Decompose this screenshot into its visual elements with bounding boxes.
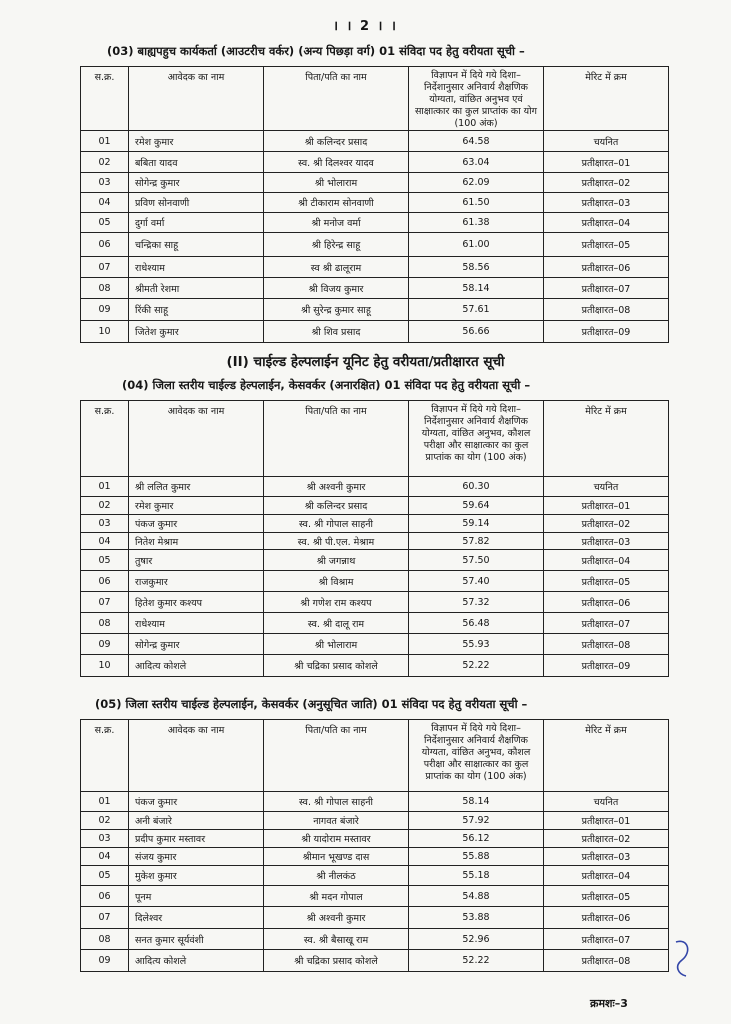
father-husband-name-cell: स्व. श्री पी.एल. मेश्राम [264, 533, 409, 550]
father-husband-name-cell: श्री अश्वनी कुमार [264, 907, 409, 929]
merit-order-header: मेरिट में क्रम [544, 720, 669, 792]
father-husband-name-header: पिता/पति का नाम [264, 720, 409, 792]
sr-no-cell: 03 [81, 173, 129, 193]
sr-no-cell: 02 [81, 812, 129, 830]
father-husband-name-cell: स्व श्री ढालूराम [264, 257, 409, 278]
sr-no-cell: 04 [81, 193, 129, 213]
merit-order-cell: प्रतीक्षारत–05 [544, 233, 669, 257]
marks-cell: 57.32 [409, 592, 544, 613]
table-row [81, 830, 669, 848]
merit-order-cell: प्रतीक्षारत–03 [544, 848, 669, 866]
sr-no-cell: 04 [81, 533, 129, 550]
father-husband-name-header: पिता/पति का नाम [264, 401, 409, 477]
merit-order-cell: प्रतीक्षारत–08 [544, 950, 669, 972]
merit-order-cell: प्रतीक्षारत–07 [544, 278, 669, 299]
marks-cell: 54.88 [409, 886, 544, 907]
father-husband-name-cell: श्री चद्रिका प्रसाद कोशले [264, 655, 409, 677]
table-row [81, 477, 669, 497]
pen-mark-icon [670, 938, 694, 978]
applicant-name-cell: मुकेश कुमार [129, 866, 264, 886]
applicant-name-cell: राधेश्याम [129, 257, 264, 278]
sr-no-cell: 06 [81, 571, 129, 592]
marks-cell: 52.96 [409, 929, 544, 950]
merit-order-cell: प्रतीक्षारत–04 [544, 213, 669, 233]
applicant-name-cell: राधेश्याम [129, 613, 264, 634]
father-husband-name-cell: श्री जगन्नाथ [264, 550, 409, 571]
father-husband-name-cell: नागवत बंजारे [264, 812, 409, 830]
table-row [81, 907, 669, 929]
table-row [81, 233, 669, 257]
marks-cell: 61.38 [409, 213, 544, 233]
sr-no-cell: 08 [81, 929, 129, 950]
sr-no-cell: 09 [81, 299, 129, 321]
marks-cell: 55.18 [409, 866, 544, 886]
sr-no-cell: 07 [81, 592, 129, 613]
sr-no-cell: 09 [81, 634, 129, 655]
section3-table [80, 66, 669, 343]
applicant-name-cell: पंकज कुमार [129, 515, 264, 533]
table-row [81, 550, 669, 571]
sr-no-cell: 02 [81, 497, 129, 515]
table-row [81, 321, 669, 343]
applicant-name-cell: हितेश कुमार कश्यप [129, 592, 264, 613]
section5-title: (05) जिला स्तरीय चाईल्ड हेल्पलाईन, केसवर्कर (अनुसूचित जाति) 01 संविदा पद हेतु वरीयता सूची – [95, 697, 528, 711]
merit-order-cell: चयनित [544, 477, 669, 497]
father-husband-name-cell: श्री कलिन्दर प्रसाद [264, 131, 409, 152]
applicant-name-cell: आदित्य कोशले [129, 950, 264, 972]
merit-order-header: मेरिट में क्रम [544, 67, 669, 131]
table-row [81, 571, 669, 592]
table-row [81, 533, 669, 550]
total-marks-header: विज्ञापन में दिये गये दिशा–निर्देशानुसार अनिवार्य शैक्षणिक योग्यता, वांछित अनुभव, कौशल परीक्षा और साक्षात्कार का कुल प्राप्तांक का योग (100 अंक) [409, 401, 544, 477]
merit-order-cell: प्रतीक्षारत–01 [544, 152, 669, 173]
table-row [81, 213, 669, 233]
sr-no-cell: 06 [81, 886, 129, 907]
merit-order-cell: प्रतीक्षारत–02 [544, 830, 669, 848]
applicant-name-cell: अनी बंजारे [129, 812, 264, 830]
merit-order-cell: प्रतीक्षारत–01 [544, 812, 669, 830]
table-row [81, 152, 669, 173]
sr-no-header: स.क्र. [81, 401, 129, 477]
applicant-name-cell: श्रीमती रेशमा [129, 278, 264, 299]
marks-cell: 57.92 [409, 812, 544, 830]
marks-cell: 61.00 [409, 233, 544, 257]
applicant-name-cell: सोगेन्द्र कुमार [129, 634, 264, 655]
merit-order-cell: प्रतीक्षारत–09 [544, 321, 669, 343]
applicant-name-cell: चन्द्रिका साहू [129, 233, 264, 257]
applicant-name-cell: रमेश कुमार [129, 131, 264, 152]
father-husband-name-cell: श्री नीलकंठ [264, 866, 409, 886]
sr-no-cell: 09 [81, 950, 129, 972]
marks-cell: 53.88 [409, 907, 544, 929]
applicant-name-header: आवेदक का नाम [129, 67, 264, 131]
applicant-name-cell: नितेश मेश्राम [129, 533, 264, 550]
applicant-name-cell: तुषार [129, 550, 264, 571]
merit-order-cell: प्रतीक्षारत–08 [544, 299, 669, 321]
section4-table [80, 400, 669, 677]
father-husband-name-cell: श्री मदन गोपाल [264, 886, 409, 907]
father-husband-name-cell: स्व. श्री दालू राम [264, 613, 409, 634]
father-husband-name-cell: श्री शिव प्रसाद [264, 321, 409, 343]
total-marks-header: विज्ञापन में दिये गये दिशा–निर्देशानुसार अनिवार्य शैक्षणिक योग्यता, वांछित अनुभव, कौशल परीक्षा और साक्षात्कार का कुल प्राप्तांक का योग (100 अंक) [409, 720, 544, 792]
merit-order-cell: प्रतीक्षारत–05 [544, 886, 669, 907]
table-row [81, 299, 669, 321]
applicant-name-cell: पूनम [129, 886, 264, 907]
merit-order-cell: प्रतीक्षारत–08 [544, 634, 669, 655]
applicant-name-cell: रमेश कुमार [129, 497, 264, 515]
sr-no-cell: 07 [81, 907, 129, 929]
merit-order-cell: चयनित [544, 792, 669, 812]
marks-cell: 52.22 [409, 950, 544, 972]
father-husband-name-cell: श्री यादोराम मस्तावर [264, 830, 409, 848]
sr-no-cell: 01 [81, 792, 129, 812]
sr-no-cell: 08 [81, 613, 129, 634]
marks-cell: 62.09 [409, 173, 544, 193]
sr-no-cell: 01 [81, 131, 129, 152]
father-husband-name-cell: श्री मनोज वर्मा [264, 213, 409, 233]
applicant-name-cell: प्रदीप कुमार मस्तावर [129, 830, 264, 848]
total-marks-header: विज्ञापन में दिये गये दिशा–निर्देशानुसार अनिवार्य शैक्षणिक योग्यता, वांछित अनुभव एवं साक्षात्कार का कुल प्राप्तांक का योग (100 अंक) [409, 67, 544, 131]
merit-order-cell: प्रतीक्षारत–02 [544, 173, 669, 193]
merit-order-cell: प्रतीक्षारत–07 [544, 929, 669, 950]
table-header-row [81, 67, 669, 131]
applicant-name-cell: जितेश कुमार [129, 321, 264, 343]
merit-order-cell: प्रतीक्षारत–04 [544, 866, 669, 886]
merit-order-cell: प्रतीक्षारत–06 [544, 592, 669, 613]
merit-order-cell: प्रतीक्षारत–07 [544, 613, 669, 634]
table-header-row [81, 720, 669, 792]
applicant-name-cell: सोगेन्द्र कुमार [129, 173, 264, 193]
father-husband-name-cell: श्री चद्रिका प्रसाद कोशले [264, 950, 409, 972]
applicant-name-cell: श्री ललित कुमार [129, 477, 264, 497]
applicant-name-cell: राजकुमार [129, 571, 264, 592]
merit-order-cell: प्रतीक्षारत–03 [544, 193, 669, 213]
father-husband-name-cell: स्व. श्री गोपाल साहनी [264, 792, 409, 812]
sr-no-cell: 10 [81, 655, 129, 677]
table-row [81, 886, 669, 907]
continued-note: क्रमशः–3 [590, 997, 628, 1010]
sr-no-cell: 02 [81, 152, 129, 173]
marks-cell: 64.58 [409, 131, 544, 152]
section5-table [80, 719, 669, 972]
table-row [81, 848, 669, 866]
merit-order-cell: प्रतीक्षारत–05 [544, 571, 669, 592]
father-husband-name-cell: श्री टीकाराम सोनवाणी [264, 193, 409, 213]
applicant-name-cell: पंकज कुमार [129, 792, 264, 812]
marks-cell: 57.82 [409, 533, 544, 550]
father-husband-name-cell: श्री भोलाराम [264, 634, 409, 655]
father-husband-name-cell: स्व. श्री गोपाल साहनी [264, 515, 409, 533]
marks-cell: 59.64 [409, 497, 544, 515]
section3-title: (03) बाह्यपहुच कार्यकर्ता (आउटरीच वर्कर) (अन्य पिछड़ा वर्ग) 01 संविदा पद हेतु वरीयता सूची – [107, 44, 525, 58]
marks-cell: 60.30 [409, 477, 544, 497]
sr-no-cell: 07 [81, 257, 129, 278]
table-header-row [81, 401, 669, 477]
sr-no-cell: 05 [81, 550, 129, 571]
merit-order-cell: प्रतीक्षारत–06 [544, 907, 669, 929]
father-husband-name-cell: श्री गणेश राम कश्यप [264, 592, 409, 613]
table-row [81, 515, 669, 533]
marks-cell: 58.56 [409, 257, 544, 278]
table-row [81, 655, 669, 677]
table-row [81, 173, 669, 193]
table-row [81, 634, 669, 655]
table-row [81, 929, 669, 950]
merit-order-cell: चयनित [544, 131, 669, 152]
merit-order-cell: प्रतीक्षारत–03 [544, 533, 669, 550]
applicant-name-header: आवेदक का नाम [129, 401, 264, 477]
sr-no-cell: 10 [81, 321, 129, 343]
applicant-name-cell: आदित्य कोशले [129, 655, 264, 677]
section4-title: (04) जिला स्तरीय चाईल्ड हेल्पलाईन, केसवर्कर (अनारक्षित) 01 संविदा पद हेतु वरीयता सूची – [122, 378, 531, 392]
marks-cell: 55.88 [409, 848, 544, 866]
section2-heading: (II) चाईल्ड हेल्पलाईन यूनिट हेतु वरीयता/प्रतीक्षारत सूची [226, 354, 505, 370]
merit-order-cell: प्रतीक्षारत–04 [544, 550, 669, 571]
father-husband-name-cell: श्रीमान भूखण्ड दास [264, 848, 409, 866]
marks-cell: 56.66 [409, 321, 544, 343]
marks-cell: 58.14 [409, 278, 544, 299]
sr-no-cell: 04 [81, 848, 129, 866]
father-husband-name-cell: श्री सुरेन्द्र कुमार साहू [264, 299, 409, 321]
merit-order-cell: प्रतीक्षारत–01 [544, 497, 669, 515]
father-husband-name-cell: स्व. श्री दिलश्वर यादव [264, 152, 409, 173]
merit-order-cell: प्रतीक्षारत–09 [544, 655, 669, 677]
father-husband-name-header: पिता/पति का नाम [264, 67, 409, 131]
sr-no-cell: 03 [81, 830, 129, 848]
sr-no-header: स.क्र. [81, 720, 129, 792]
table-row [81, 497, 669, 515]
table-row [81, 257, 669, 278]
applicant-name-cell: बबिता यादव [129, 152, 264, 173]
table-row [81, 592, 669, 613]
merit-order-cell: प्रतीक्षारत–06 [544, 257, 669, 278]
applicant-name-cell: दिलेश्वर [129, 907, 264, 929]
applicant-name-cell: प्रविण सोनवाणी [129, 193, 264, 213]
marks-cell: 55.93 [409, 634, 544, 655]
applicant-name-cell: रिंकी साहू [129, 299, 264, 321]
marks-cell: 57.40 [409, 571, 544, 592]
father-husband-name-cell: श्री विजय कुमार [264, 278, 409, 299]
marks-cell: 52.22 [409, 655, 544, 677]
table-row [81, 193, 669, 213]
table-row [81, 278, 669, 299]
applicant-name-cell: सनत कुमार सूर्यवंशी [129, 929, 264, 950]
marks-cell: 57.61 [409, 299, 544, 321]
father-husband-name-cell: श्री हिरेन्द्र साहू [264, 233, 409, 257]
father-husband-name-cell: श्री विश्राम [264, 571, 409, 592]
sr-no-cell: 03 [81, 515, 129, 533]
sr-no-cell: 05 [81, 866, 129, 886]
table-row [81, 613, 669, 634]
father-husband-name-cell: स्व. श्री बैसाखू राम [264, 929, 409, 950]
father-husband-name-cell: श्री कलिन्दर प्रसाद [264, 497, 409, 515]
marks-cell: 61.50 [409, 193, 544, 213]
table-row [81, 792, 669, 812]
father-husband-name-cell: श्री भोलाराम [264, 173, 409, 193]
merit-order-header: मेरिट में क्रम [544, 401, 669, 477]
sr-no-cell: 01 [81, 477, 129, 497]
applicant-name-cell: संजय कुमार [129, 848, 264, 866]
page-number: । । 2 । । [333, 19, 398, 34]
marks-cell: 57.50 [409, 550, 544, 571]
table-row [81, 950, 669, 972]
table-row [81, 812, 669, 830]
sr-no-cell: 06 [81, 233, 129, 257]
applicant-name-cell: दुर्गा वर्मा [129, 213, 264, 233]
marks-cell: 58.14 [409, 792, 544, 812]
marks-cell: 56.48 [409, 613, 544, 634]
table-row [81, 131, 669, 152]
merit-order-cell: प्रतीक्षारत–02 [544, 515, 669, 533]
applicant-name-header: आवेदक का नाम [129, 720, 264, 792]
sr-no-header: स.क्र. [81, 67, 129, 131]
marks-cell: 63.04 [409, 152, 544, 173]
marks-cell: 59.14 [409, 515, 544, 533]
father-husband-name-cell: श्री अश्वनी कुमार [264, 477, 409, 497]
marks-cell: 56.12 [409, 830, 544, 848]
sr-no-cell: 08 [81, 278, 129, 299]
sr-no-cell: 05 [81, 213, 129, 233]
table-row [81, 866, 669, 886]
